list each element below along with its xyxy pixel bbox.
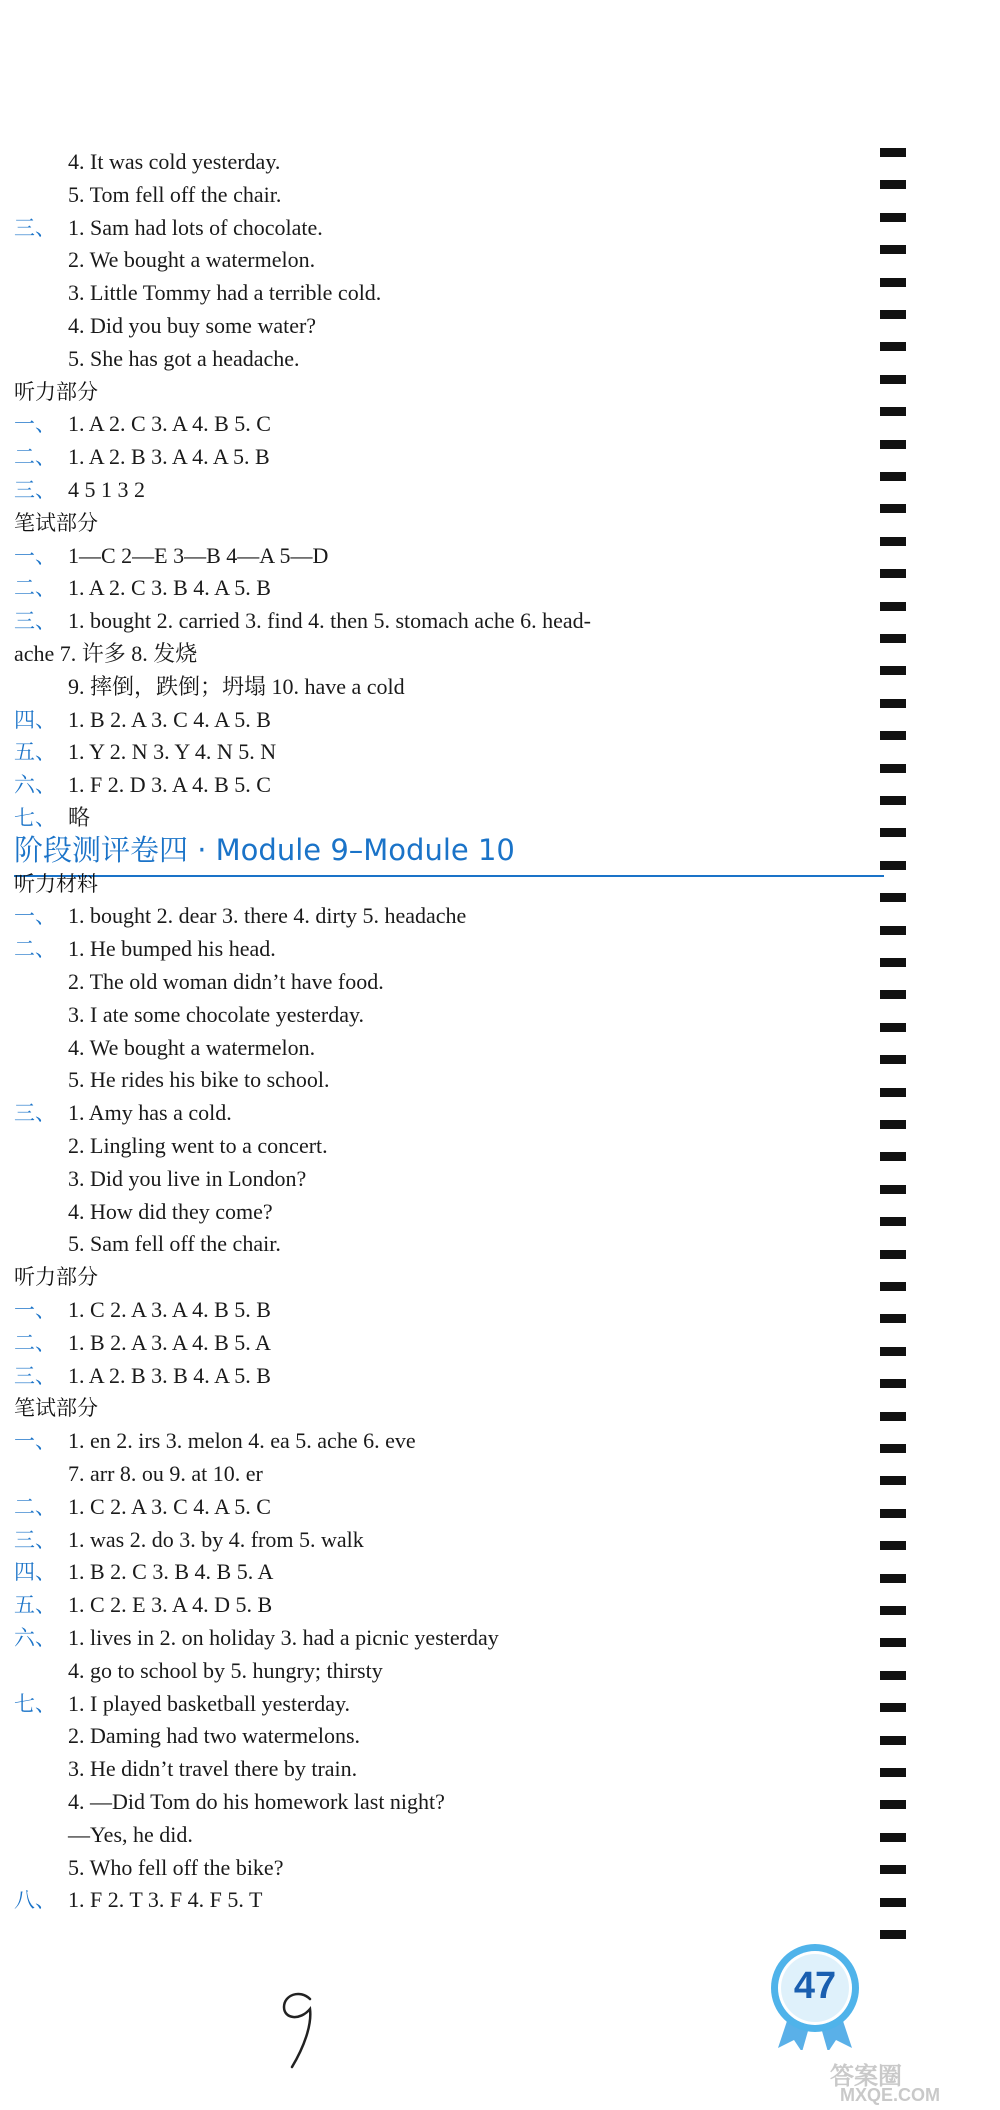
binding-mark [880,1282,906,1291]
answer-text: 1. bought 2. carried 3. find 4. then 5. stomach ache 6. head- [68,608,591,633]
answer-text: 5. Who fell off the bike? [68,1855,284,1880]
binding-mark [880,1055,906,1064]
answer-line [14,1524,874,1556]
section-heading-text: 笔试部分 [14,511,98,535]
answer-text: 4 5 1 3 2 [68,477,145,502]
answer-text: 5. She has got a headache. [68,346,300,371]
answer-text: 1. en 2. irs 3. melon 4. ea 5. ache 6. eve [68,1428,416,1453]
answer-text: 1. B 2. C 3. B 4. B 5. A [68,1559,274,1584]
answer-line [14,605,874,637]
question-number: 三、 [14,478,56,502]
section-heading [14,1392,874,1424]
answer-line [14,1753,874,1785]
answer-text: 1. F 2. D 3. A 4. B 5. C [68,772,271,797]
answer-text: 1. Sam had lots of chocolate. [68,215,323,240]
answer-text: 3. I ate some chocolate yesterday. [68,1002,365,1027]
question-number: 二、 [14,1495,56,1519]
answer-text: 1. B 2. A 3. A 4. B 5. A [68,1330,271,1355]
answer-text: 4. It was cold yesterday. [68,149,281,174]
question-number: 七、 [14,806,56,830]
answer-line [14,1852,874,1884]
binding-mark [880,472,906,481]
answer-text: 4. Did you buy some water? [68,313,317,338]
answer-line [14,1491,874,1523]
handwritten-note [270,1985,330,2075]
binding-mark [880,1638,906,1647]
watermark-logo: 答案圈 [830,2062,902,2090]
answer-text: ache 7. 许多 8. 发烧 [14,641,198,666]
binding-mark [880,1217,906,1226]
section-heading-text: 听力部分 [14,1265,98,1289]
section-heading-text: 听力材料 [14,872,98,896]
binding-mark [880,180,906,189]
answer-text: 1—C 2—E 3—B 4—A 5—D [68,543,329,568]
binding-mark [880,1574,906,1583]
question-number: 四、 [14,1560,56,1584]
answer-line [14,1688,874,1720]
binding-mark [880,1185,906,1194]
answer-text: 1. A 2. C 3. B 4. A 5. B [68,575,271,600]
answer-line [14,638,874,670]
question-number: 五、 [14,1593,56,1617]
question-number: 六、 [14,1626,56,1650]
binding-mark [880,1476,906,1485]
question-number: 二、 [14,937,56,961]
binding-mark [880,731,906,740]
question-number: 二、 [14,576,56,600]
answer-text: 5. He rides his bike to school. [68,1067,330,1092]
binding-mark [880,278,906,287]
answer-text: 5. Tom fell off the chair. [68,182,282,207]
question-number: 三、 [14,1364,56,1388]
answer-line [14,933,874,965]
binding-mark [880,375,906,384]
binding-mark [880,148,906,157]
answer-text: 2. Daming had two watermelons. [68,1723,361,1748]
binding-mark [880,1606,906,1615]
binding-mark [880,1930,906,1939]
binding-mark [880,213,906,222]
question-number: 七、 [14,1692,56,1716]
answer-text: 2. The old woman didn’t have food. [68,969,384,994]
answer-text: 1. C 2. A 3. A 4. B 5. B [68,1297,271,1322]
question-number: 一、 [14,904,56,928]
binding-mark [880,537,906,546]
answer-line [14,572,874,604]
answer-text: 1. I played basketball yesterday. [68,1691,351,1716]
binding-mark [880,893,906,902]
answer-line [14,1064,874,1096]
answer-line [14,1622,874,1654]
answer-line [14,310,874,342]
question-number: 二、 [14,445,56,469]
answer-line [14,474,874,506]
answer-text: 4. go to school by 5. hungry; thirsty [68,1658,383,1683]
answer-line [14,1556,874,1588]
binding-mark [880,1800,906,1809]
answer-text: 1. bought 2. dear 3. there 4. dirty 5. headache [68,903,467,928]
answer-text: 1. He bumped his head. [68,936,276,961]
binding-mark [880,1444,906,1453]
answer-line [14,999,874,1031]
answer-line [14,244,874,276]
answer-line [14,179,874,211]
answer-text: 5. Sam fell off the chair. [68,1231,281,1256]
answer-text: 3. He didn’t travel there by train. [68,1756,358,1781]
section-heading [14,507,874,539]
answer-line [14,704,874,736]
question-number: 一、 [14,412,56,436]
binding-mark [880,634,906,643]
answer-text: 1. A 2. B 3. A 4. A 5. B [68,444,270,469]
binding-mark [880,602,906,611]
binding-mark [880,1833,906,1842]
answer-line [14,1294,874,1326]
answer-line [14,1360,874,1392]
answer-text: 4. —Did Tom do his homework last night? [68,1789,445,1814]
question-number: 三、 [14,609,56,633]
answer-line [14,1458,874,1490]
binding-mark [880,958,906,967]
binding-mark [880,1314,906,1323]
question-number: 二、 [14,1331,56,1355]
question-number: 三、 [14,216,56,240]
answer-text: 1. F 2. T 3. F 4. F 5. T [68,1887,263,1912]
answer-line [14,736,874,768]
binding-edge-marks [880,148,906,1948]
answer-line [14,212,874,244]
binding-mark [880,764,906,773]
binding-mark [880,1541,906,1550]
binding-mark [880,1768,906,1777]
answer-line [14,146,874,178]
answer-text: 1. A 2. C 3. A 4. B 5. C [68,411,271,436]
section-heading [14,868,874,900]
answer-line [14,441,874,473]
binding-mark [880,1736,906,1745]
answer-line [14,1228,874,1260]
answer-line [14,671,874,703]
binding-mark [880,861,906,870]
answer-line [14,966,874,998]
answer-text: 9. 摔倒，跌倒；坍塌 10. have a cold [68,674,405,699]
answer-text: 2. Lingling went to a concert. [68,1133,328,1158]
section-heading [14,376,874,408]
answer-line [14,343,874,375]
answer-text: 略 [68,805,91,830]
section-heading [14,1261,874,1293]
question-number: 八、 [14,1888,56,1912]
binding-mark [880,1865,906,1874]
binding-mark [880,1152,906,1161]
binding-mark [880,1023,906,1032]
answer-line [14,408,874,440]
answer-text: 1. C 2. E 3. A 4. D 5. B [68,1592,273,1617]
binding-mark [880,342,906,351]
answer-line [14,1655,874,1687]
binding-mark [880,1250,906,1259]
binding-mark [880,407,906,416]
answer-text: 3. Little Tommy had a terrible cold. [68,280,382,305]
answer-line [14,1130,874,1162]
binding-mark [880,666,906,675]
section-heading-text: 笔试部分 [14,1396,98,1420]
answer-line [14,900,874,932]
handwritten-nine-drawing [270,1985,330,2075]
answer-line [14,1163,874,1195]
answer-line [14,1786,874,1818]
answer-line [14,1589,874,1621]
section-heading-text: 听力部分 [14,380,98,404]
answer-line [14,1819,874,1851]
answer-line [14,1720,874,1752]
answer-text: 2. We bought a watermelon. [68,247,316,272]
binding-mark [880,1120,906,1129]
binding-mark [880,504,906,513]
question-number: 五、 [14,740,56,764]
page-number-badge [760,1940,870,2050]
answer-line [14,769,874,801]
question-number: 六、 [14,773,56,797]
question-number: 三、 [14,1101,56,1125]
binding-mark [880,699,906,708]
answer-line [14,1097,874,1129]
answer-line [14,1884,874,1916]
page-number: 47 [793,1965,837,2007]
answer-text: 1. B 2. A 3. C 4. A 5. B [68,707,271,732]
binding-mark [880,310,906,319]
binding-mark [880,245,906,254]
binding-mark [880,1509,906,1518]
answer-line [14,1425,874,1457]
section-title: 阶段测评卷四 · Module 9–Module 10 [14,829,884,877]
answer-text: 1. Y 2. N 3. Y 4. N 5. N [68,739,277,764]
binding-mark [880,440,906,449]
answer-line [14,1327,874,1359]
binding-mark [880,1703,906,1712]
question-number: 一、 [14,1429,56,1453]
binding-mark [880,990,906,999]
binding-mark [880,828,906,837]
binding-mark [880,1671,906,1680]
answer-text: 1. Amy has a cold. [68,1100,232,1125]
binding-mark [880,1347,906,1356]
answer-line [14,540,874,572]
binding-mark [880,1379,906,1388]
watermark-url: MXQE.COM [840,2085,941,2105]
answer-text: 4. How did they come? [68,1199,273,1224]
answer-text: 1. A 2. B 3. B 4. A 5. B [68,1363,271,1388]
answer-text: 1. C 2. A 3. C 4. A 5. C [68,1494,271,1519]
answer-text: 7. arr 8. ou 9. at 10. er [68,1461,263,1486]
question-number: 一、 [14,1298,56,1322]
answer-text: —Yes, he did. [68,1822,193,1847]
question-number: 三、 [14,1528,56,1552]
binding-mark [880,926,906,935]
answer-text: 1. was 2. do 3. by 4. from 5. walk [68,1527,364,1552]
binding-mark [880,1898,906,1907]
binding-mark [880,796,906,805]
answer-line [14,1196,874,1228]
binding-mark [880,1088,906,1097]
answer-line [14,277,874,309]
answer-text: 1. lives in 2. on holiday 3. had a picnic yesterday [68,1625,499,1650]
answer-line [14,1032,874,1064]
question-number: 四、 [14,708,56,732]
question-number: 一、 [14,544,56,568]
answer-text: 4. We bought a watermelon. [68,1035,316,1060]
answer-text: 3. Did you live in London? [68,1166,307,1191]
binding-mark [880,1412,906,1421]
binding-mark [880,569,906,578]
